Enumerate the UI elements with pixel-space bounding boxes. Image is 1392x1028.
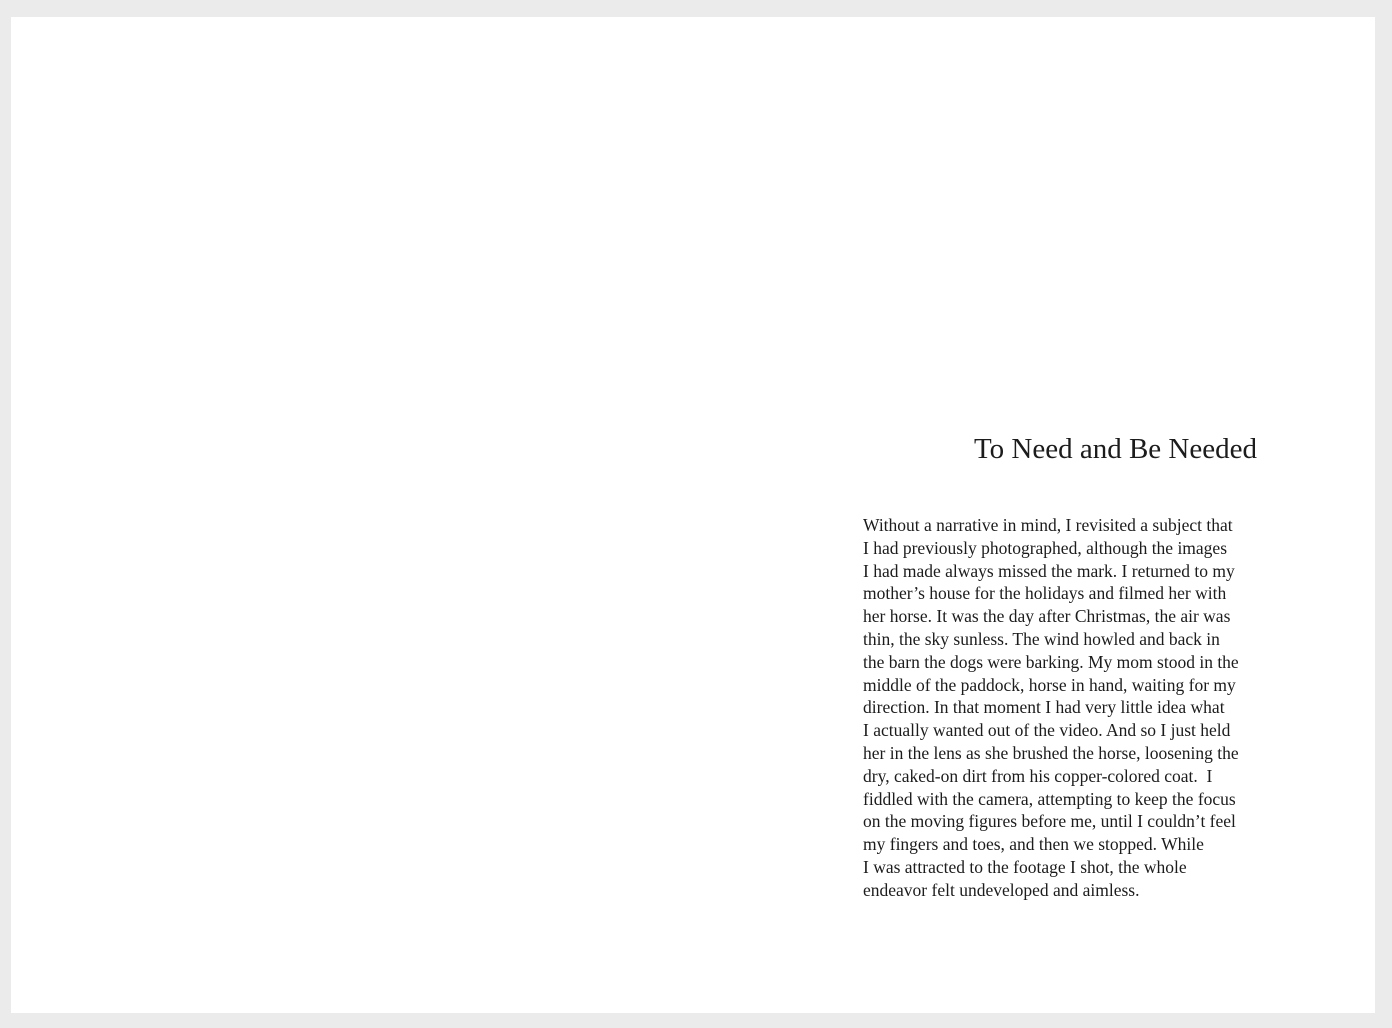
body-line: Without a narrative in mind, I revisited a subject that [863,515,1233,535]
body-line: I was attracted to the footage I shot, the whole [863,856,1187,877]
essay-title: To Need and Be Needed [973,433,1257,465]
body-line: her horse. It was the day after Christmas, the air was [863,606,1231,627]
book-spread [11,17,1375,1013]
body-line: direction. In that moment I had very little idea what [863,697,1225,718]
body-line: on the moving figures before me, until I couldn’t feel [863,811,1236,832]
body-line: the barn the dogs were barking. My mom stood in the [863,651,1239,672]
body-line: mother’s house for the holidays and filmed her with [863,583,1227,604]
body-line: her in the lens as she brushed the horse, loosening the [863,742,1239,763]
right-page [693,17,1375,1013]
body-line: dry, caked-on dirt from his copper-colored coat. I [863,765,1213,786]
essay-body [863,514,1283,902]
body-line: endeavor felt undeveloped and aimless. [863,879,1140,900]
body-line: middle of the paddock, horse in hand, waiting for my [863,674,1236,695]
body-line: I actually wanted out of the video. And so I just held [863,720,1231,741]
body-line: thin, the sky sunless. The wind howled and back in [863,628,1220,649]
body-line: my fingers and toes, and then we stopped. While [863,834,1204,855]
body-line: I had made always missed the mark. I returned to my [863,560,1235,581]
body-line: fiddled with the camera, attempting to keep the focus [863,788,1236,809]
left-page [11,17,693,1013]
body-line: I had previously photographed, although the images [863,537,1228,558]
